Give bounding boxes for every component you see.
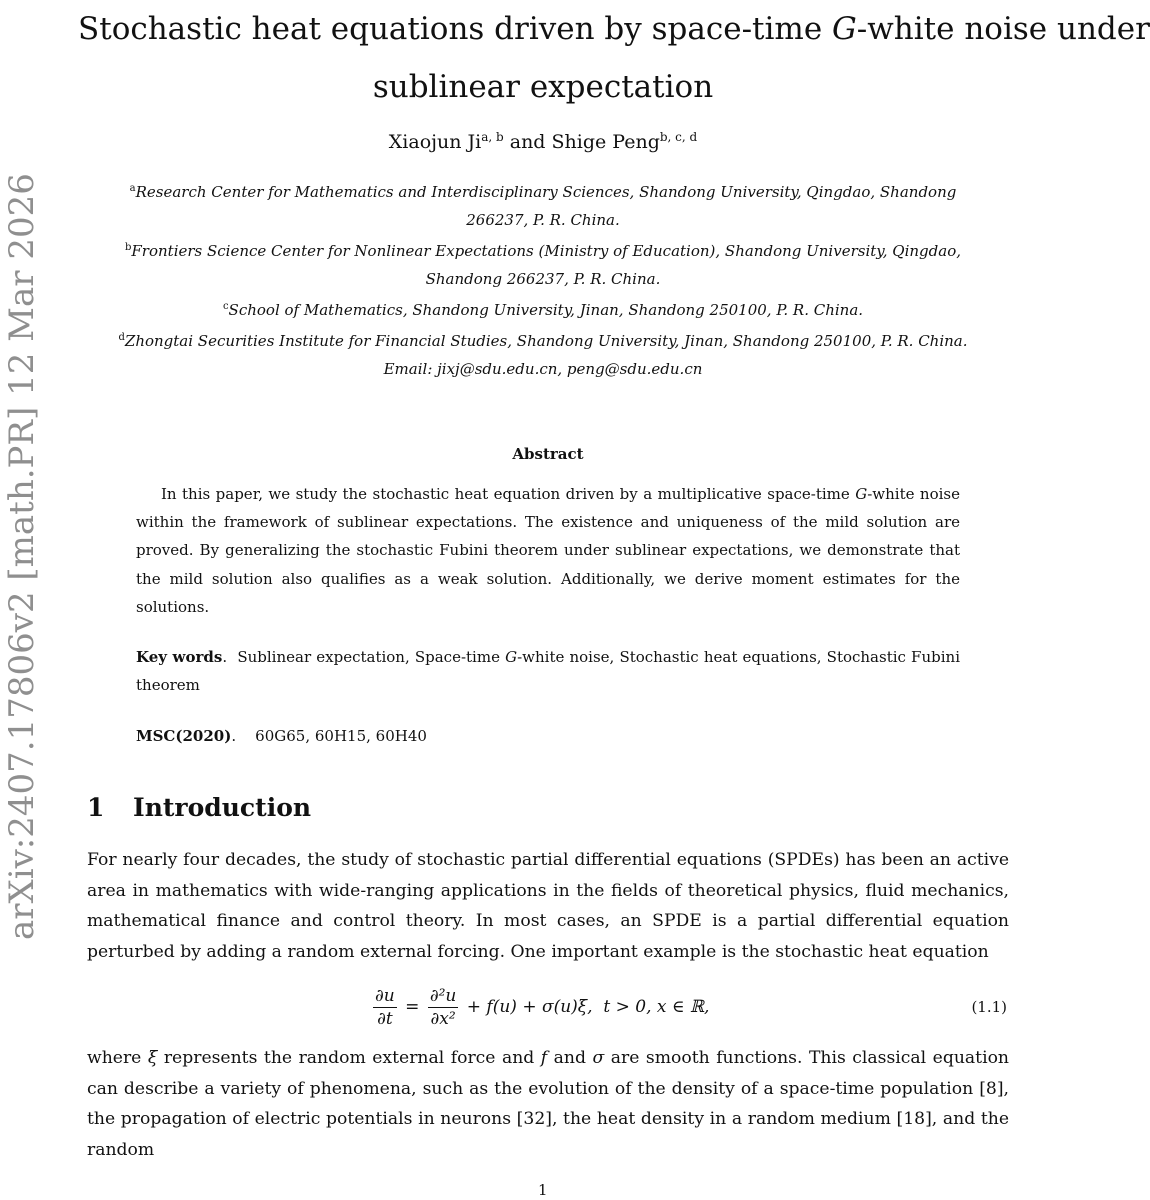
section-title: Introduction (133, 793, 312, 822)
msc-sep: . (231, 727, 256, 745)
arxiv-side-label: arXiv:2407.17806v2 [math.PR] 12 Mar 2026 (2, 173, 42, 940)
affil-mark: a (129, 183, 136, 194)
para-text: are smooth functions. This classical equation can describe a variety of phenomena, such as the evolution of the density of a space-time population [8], the propagation of electric potentials in neurons [32], the heat density in a random medium [18], and the random (87, 1048, 1009, 1160)
title-text-a: Stochastic heat equations driven by space-time (78, 11, 833, 47)
affil-text: Research Center for Mathematics and Interdisciplinary Sciences, Shandong University, Qingdao, Shandong (135, 183, 957, 201)
section-heading (87, 790, 311, 826)
keywords-sep: . (222, 648, 238, 666)
abstract-text-b: -white noise within the framework of sublinear expectations. The existence and uniqueness of the mild solution are proved. By generalizing the stochastic Fubini theorem under sublinear expectations, we demonstrate that the mild solution also qualifies as a weak solution. Additionally, we derive moment estimates for the solutions. (136, 485, 961, 616)
affil-mark: c (222, 301, 229, 312)
frac-numerator: ∂u (375, 985, 395, 1006)
author-affil-marks: a, b (481, 130, 504, 144)
var-sigma: σ (592, 1048, 605, 1068)
equation-rhs: + f(u) + σ(u)ξ, t > 0, x ∈ ℝ, (461, 997, 710, 1017)
msc-values: 60G65, 60H15, 60H40 (255, 727, 427, 745)
keywords-var-g: G (505, 648, 518, 666)
frac-denominator: ∂x² (430, 1008, 456, 1029)
title-line-1 (78, 0, 1150, 58)
email-line: Email: jixj@sdu.edu.cn, peng@sdu.edu.cn (383, 360, 703, 378)
affil-text: School of Mathematics, Shandong University, Jinan, Shandong 250100, P. R. China. (228, 301, 864, 319)
equation-number: (1.1) (971, 998, 1007, 1016)
title-var-g: G (832, 11, 857, 47)
affiliation-a (104, 175, 982, 206)
intro-paragraph-1: For nearly four decades, the study of stochastic partial differential equations (SPDEs) has been an active area in mathematics with wide-ranging applications in the fields of theoretical physics, fluid mechanics, mathematical finance and control theory. In most cases, an SPDE is a partial differential equation perturbed by adding a random external forcing. One important example is the stochastic heat equation (87, 850, 1009, 962)
fraction-du-dt (373, 985, 397, 1030)
var-f: f (540, 1048, 548, 1068)
page-number: 1 (538, 1181, 548, 1199)
title-text-b: -white noise under (856, 11, 1150, 47)
affil-mark: b (124, 242, 132, 253)
affiliation-c (104, 293, 982, 324)
equation-body (370, 982, 709, 1032)
abstract-var-g: G (855, 485, 868, 503)
frac-numerator: ∂²u (429, 985, 457, 1006)
paper-title (78, 0, 1150, 116)
fraction-d2u-dx2 (428, 985, 459, 1030)
msc-codes (136, 722, 427, 750)
para-text: represents the random external force and (157, 1048, 541, 1068)
abstract-text (136, 480, 960, 621)
keywords-text-a: Sublinear expectation, Space-time (237, 648, 506, 666)
affil-text: Frontiers Science Center for Nonlinear Expectations (Ministry of Education), Shandong University, Qingdao, (131, 242, 961, 260)
title-line-2: sublinear expectation (372, 69, 714, 105)
abstract-heading: Abstract (512, 445, 584, 463)
intro-paragraph-2 (87, 1043, 1009, 1165)
keywords-label: Key words (136, 648, 223, 666)
keywords-text-b: -white noise, Stochastic heat equations, Stochastic Fubini theorem (136, 648, 960, 694)
abstract-text-a: In this paper, we study the stochastic heat equation driven by a multiplicative space-time (161, 485, 856, 503)
affil-text: Zhongtai Securities Institute for Financial Studies, Shandong University, Jinan, Shandong 250100, P. R. China. (124, 332, 968, 350)
affiliations (104, 175, 982, 383)
author-list (78, 124, 1008, 155)
keywords (136, 643, 960, 699)
author-conjunction: and (503, 131, 552, 153)
frac-denominator: ∂t (377, 1008, 393, 1029)
equation-1-1 (87, 982, 1009, 1032)
author-name: Shige Peng (551, 131, 660, 153)
section-number: 1 (87, 793, 105, 822)
equals-sign: = (399, 997, 425, 1017)
affil-mark: d (118, 332, 125, 343)
author-name: Xiaojun Ji (388, 131, 482, 153)
author-affil-marks: b, c, d (659, 130, 698, 144)
para-text: and (547, 1048, 593, 1068)
affiliation-b-cont: Shandong 266237, P. R. China. (425, 270, 661, 288)
msc-label: MSC(2020) (136, 727, 232, 745)
para-text: where (87, 1048, 148, 1068)
var-xi: ξ (147, 1048, 158, 1068)
affiliation-d (104, 324, 982, 355)
affiliation-b (104, 234, 982, 265)
affiliation-a-cont: 266237, P. R. China. (466, 211, 620, 229)
